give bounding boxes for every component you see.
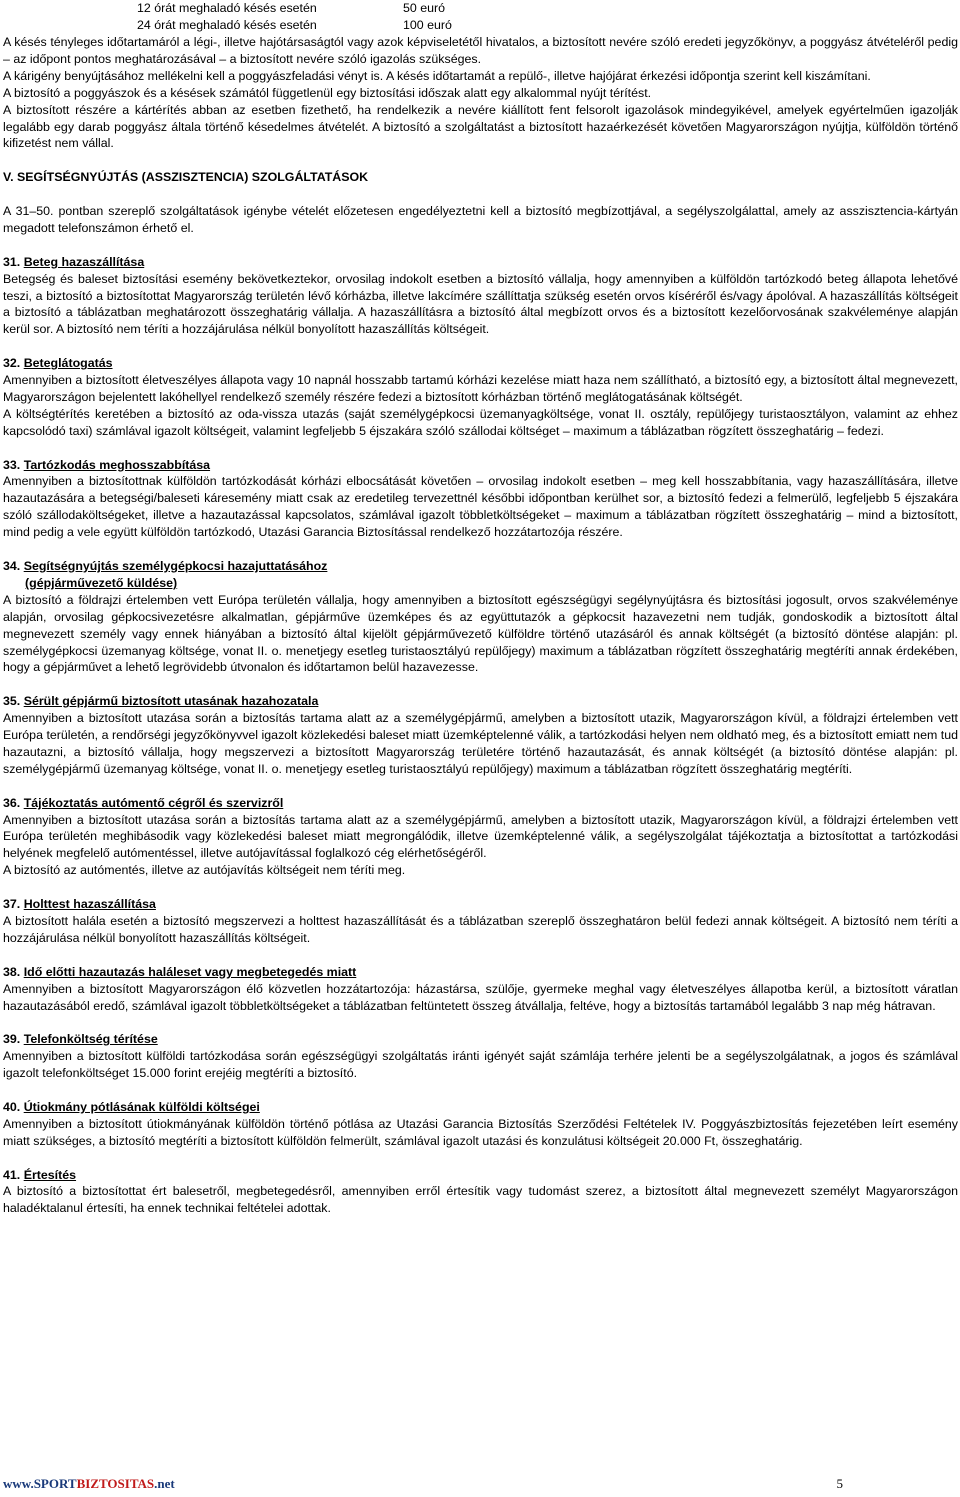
item-heading: 34. Segítségnyújtás személygépkocsi hazajuttatásához bbox=[3, 559, 328, 573]
item-heading: 36. Tájékoztatás autómentő cégről és szervizről bbox=[3, 795, 284, 810]
delay-amount: 50 euró bbox=[403, 1, 446, 15]
paragraph: A kárigény benyújtásához mellékelni kell a poggyászfeladási vényt is. A késés időtartamát a repülő-, illetve hajójárat érkezési időpontja szerint kell kiszámítani. bbox=[3, 68, 871, 83]
item-heading: 38. Idő előtti hazautazás haláleset vagy megbetegedés miatt bbox=[3, 964, 357, 979]
item-heading: 37. Holttest hazaszállítása bbox=[3, 897, 156, 912]
section-title: V. SEGÍTSÉGNYÚJTÁS (ASSZISZTENCIA) SZOLGÁLTATÁSOK bbox=[3, 170, 369, 185]
item-paragraph: Amennyiben a biztosított utazása során a biztosítás tartama alatt az a személygépjármű, amelyben a biztosított utazik, Magyarországon kívül, a földrajzi értelemben vett Európa területén meghibásodik vagy közlekedési baleset miatt megrongálódik, illetve üzemképtelenné válik, a segélyszolgálat tájékoztatja a biztosítottat a tartózkodási helyének megfelelő autómentéssel, illetve autójavítással foglalkozó cég elérhetőségéről. bbox=[3, 812, 958, 861]
delay-label: 24 órát meghaladó késés esetén bbox=[137, 18, 317, 32]
item-paragraph: Amennyiben a biztosított életveszélyes állapota vagy 10 napnál hosszabb tartamú kórházi kezelése miatt haza nem szállítható, a biztosító egy, a biztosított által megnevezett, Magyarországon bejelentett lakóhellyel rendelkező személy részére fedezi a biztosított kórházban történő meglátogatásának költségét. bbox=[3, 373, 958, 404]
item-paragraph: A biztosított halála esetén a biztosító megszervezi a holttest hazaszállítását és a táblázatban szereplő összeghatáron belül fedezi annak költségeit. A biztosító nem téríti a hozzájárulása nélkül bonyolított hazaszállítás költségeit. bbox=[3, 913, 958, 945]
delay-table-row bbox=[3, 0, 958, 17]
website-link[interactable]: www.SPORTBIZTOSITAS.net bbox=[3, 1476, 175, 1491]
item-heading: 33. Tartózkodás meghosszabbítása bbox=[3, 457, 211, 472]
item-paragraph: Amennyiben a biztosított utazása során a biztosítás tartama alatt az a személygépjármű, amelyben a biztosított utazik, Magyarországon kívül, a földrajzi értelemben vett Európa területén, a rendőrségi jegyzőkönyvvel igazolt közlekedési baleset miatt üzemképtelenné válik, a tartózkodási helyen nem oldható meg, és a biztosított emiatt nem tud hazautazni, a biztosító vállalja, hogy megszervezi a biztosított Magyarország területére történő hazautazását, és annak költségét (a biztosító döntése alapján: pl. személygépjármű üzemanyag költsége, vonat II. o. menetjegy esetleg turistaosztályú repülőjegy) maximum a táblázatban rögzített összeghatárig megtéríti. bbox=[3, 711, 958, 776]
section-intro: A 31–50. pontban szereplő szolgáltatások igénybe vételét előzetesen engedélyeztetni kell a biztosító megbízottjával, a segélyszolgálattal, amely az asszisztencia-kártyán megadott telefonszámon érhető el. bbox=[3, 204, 958, 235]
item-paragraph: A biztosító a földrajzi értelemben vett Európa területén vállalja, hogy amennyiben a biztosított egészségügyi segélynyújtásra és biztosítási jogosult, orvos szakvéleménye alapján, orvosilag gépkocsivezetésre alkalmatlan, gépjárműve üzemképes és az együttutazók a gépkocsit hazavezetni nem tudják, gondoskodik a biztosított által megnevezett személy vagy ennek hiányában a biztosító által kijelölt gépjárművezető külföldre történő utazásáról és annak költségét (a biztosító döntése alapján: pl. személygépkocsi üzemanyag költsége, vonat II. o. menetjegy esetleg turistaosztályú repülőjegy) maximum a táblázatban rögzített összeghatárig megtéríti annak érdekében, hogy a gépjárművet a lehető legrövidebb útvonalon és időtartamon belül hazavezesse. bbox=[3, 592, 958, 675]
paragraph: A biztosított részére a kártérítés abban az esetben fizethető, ha rendelkezik a nevére kiállított fent felsorolt igazolások mindegyikével, amelyek egyértelműen igazolják legalább egy darab poggyász általa történő késedelmes átvételét. A biztosító a szolgáltatást a biztosított hazaérkezését követően Magyarországon nyújtja, külföldön történő kifizetést nem vállal. bbox=[3, 102, 958, 151]
delay-table-row bbox=[3, 17, 958, 34]
item-paragraph: Amennyiben a biztosított külföldi tartózkodása során egészségügyi szolgáltatás iránti igényét saját számlája terhére jelenti be a segélyszolgálatnak, a jogos és számlával igazolt telefonköltséget 15.000 forint erejéig megtéríti a biztosító. bbox=[3, 1049, 958, 1081]
item-paragraph: Amennyiben a biztosított útiokmányának külföldön történő pótlása az Utazási Garancia Biztosítás Szerződési Feltételek IV. Poggyászbiztosítás fejezetében leírt esemény miatt szükséges, a biztosító megtéríti a biztosított külföldön felmerült, számlával igazolt utazási és konzulátusi költségeit 20.000 Ft, összeghatárig. bbox=[3, 1116, 958, 1148]
delay-amount: 100 euró bbox=[403, 18, 452, 32]
item-paragraph: Amennyiben a biztosított Magyarországon élő közvetlen hozzátartozója: házastársa, szülője, gyermeke meghal vagy életveszélyes állapotba kerül, a biztosított váratlan hazautazásából eredő, számlával igazolt többletköltségeket a táblázatban feltüntetett összeg átvállalja, feltéve, hogy a biztosítás tartamából legalább 3 nap még hátravan. bbox=[3, 981, 958, 1013]
assistance-items bbox=[3, 237, 958, 1217]
item-paragraph: Betegség és baleset biztosítási esemény bekövetkeztekor, orvosilag indokolt esetben a biztosító vállalja, hogy amennyiben a külföldön tartózkodó beteg állapota lehetővé teszi, a biztosító a biztosítottat Magyarország területén lévő kórházba, illetve lakcímére szállíttatja szükség esetén orvos kíséréről és/vagy ápolóval. A hazaszállítás költségeit a biztosító a táblázatban meghatározott összeghatárig vállalja. A hazaszállításra a biztosító által megbízott orvos és a biztosított kezelőorvosának szakvéleménye alapján kerül sor. A biztosító nem téríti a hozzájárulása nélkül bonyolított hazaszállítás költségeit. bbox=[3, 271, 958, 337]
item-paragraph: A biztosító az autómentés, illetve az autójavítás költségeit nem téríti meg. bbox=[3, 863, 406, 878]
document-body bbox=[3, 0, 958, 1217]
item-heading: 31. Beteg hazaszállítása bbox=[3, 254, 145, 269]
item-paragraph: A biztosító a biztosítottat ért balesetről, megbetegedésről, amennyiben erről értesítik vagy tudomást szerez, a biztosított által megnevezett személyt Magyarországon haladéktalanul értesíti, ha ennek technikai feltételei adottak. bbox=[3, 1184, 958, 1216]
item-paragraph: A költségtérítés keretében a biztosító az oda-vissza utazás (saját személygépkocsi üzemanyagköltsége, vonat II. osztály, repülőjegy turistaosztályon, valamint az ehhez kapcsolódó taxi) számlával igazolt költségeit, valamint legfeljebb 5 éjszakára szóló szállodai költséget – maximum a táblázatban rögzített összeghatárig – fedezi. bbox=[3, 406, 958, 438]
delay-label: 12 órát meghaladó késés esetén bbox=[137, 1, 317, 15]
item-heading: 35. Sérült gépjármű biztosított utasának hazahozatala bbox=[3, 694, 319, 709]
page-footer bbox=[3, 1476, 843, 1494]
paragraph: A biztosító a poggyászok és a késések számától függetlenül egy biztosítási időszak alatt egy alkalommal nyújt térítést. bbox=[3, 85, 652, 100]
item-heading: 39. Telefonköltség térítése bbox=[3, 1032, 158, 1047]
item-paragraph: Amennyiben a biztosítottnak külföldön tartózkodását kórházi elbocsátását követően – orvosilag indokolt esetben – meg kell hosszabbítania, vagy hazaszállítására, illetve hazautazására a betegségi/baleseti káresemény miatt csak az eredetileg tervezettnél későbbi időpontban kerülhet sor, a biztosító fedezi a felmerülő, legfeljebb 5 éjszakára szóló szállodaköltségeket, illetve a hazautazással kapcsolatos, számlával igazolt többletköltségeket – maximum a táblázatban rögzített összeghatárig – mind a biztosított, mind pedig a vele együtt külföldön tartózkodó, Utazási Garancia Biztosítással rendelkező hozzátartozója részére. bbox=[3, 474, 958, 540]
item-heading: 40. Útiokmány pótlásának külföldi költségei bbox=[3, 1099, 260, 1114]
item-heading: 41. Értesítés bbox=[3, 1167, 77, 1182]
paragraph: A késés tényleges időtartamáról a légi-, illetve hajótársaságtól vagy azok képviseletétől hivatalos, a biztosított nevére szóló eredeti jegyzőkönyv, a poggyász átvételéről pedig – az időpont pontos meghatározásával – a biztosított nevére szóló igazolás szükséges. bbox=[3, 35, 958, 66]
page-number: 5 bbox=[836, 1476, 843, 1491]
item-heading: 32. Beteglátogatás bbox=[3, 356, 113, 371]
item-heading-continued: (gépjárművezető küldése) bbox=[25, 575, 178, 590]
